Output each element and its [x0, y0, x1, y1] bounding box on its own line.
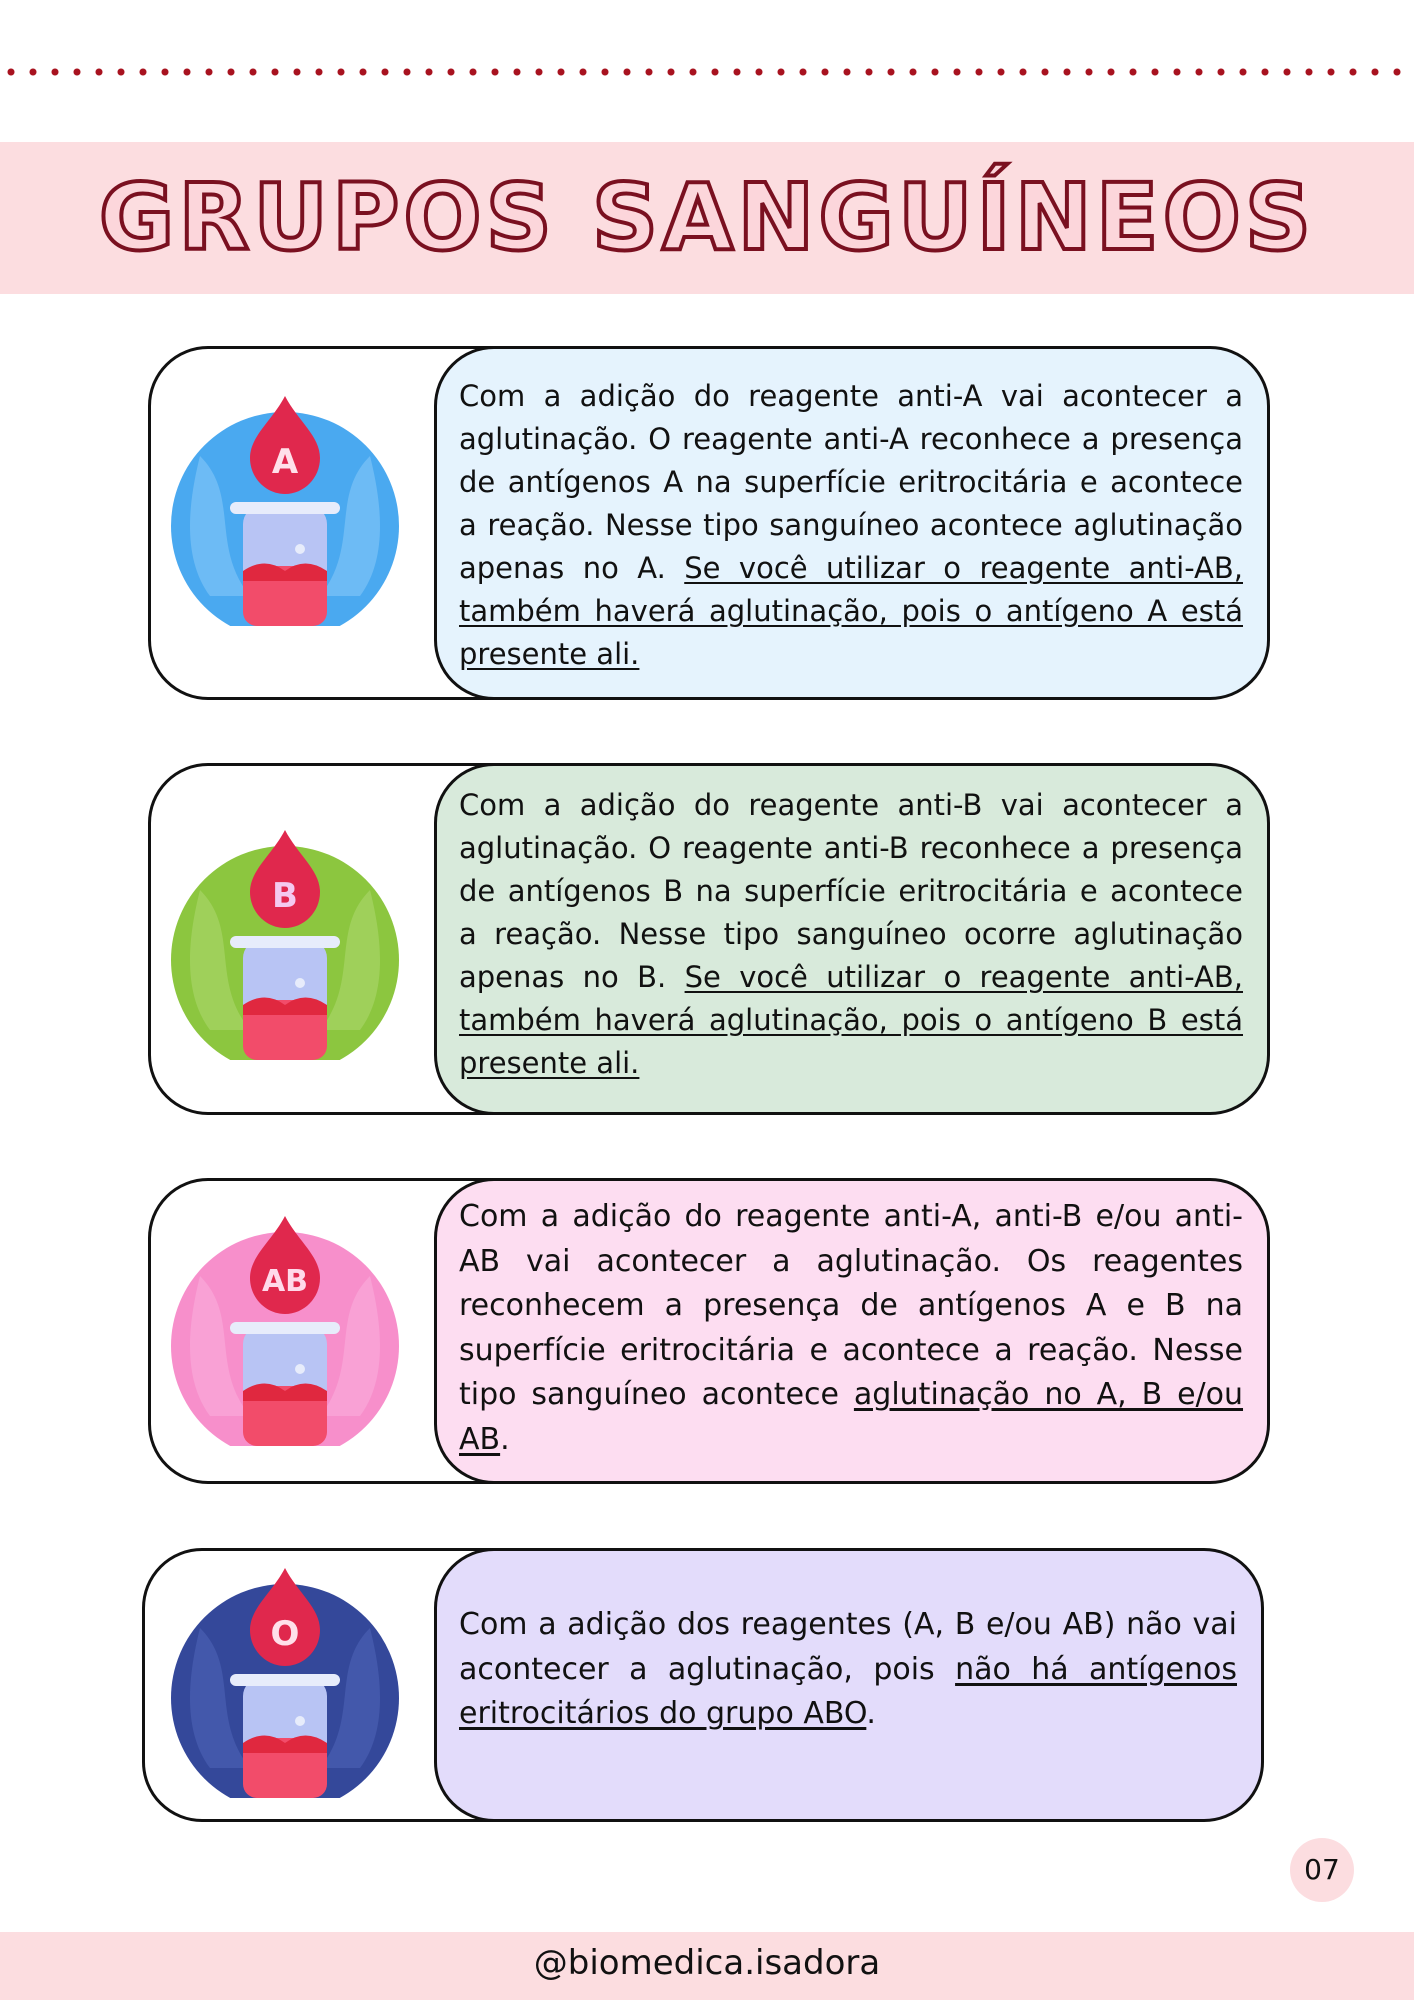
icon-label: A: [271, 442, 299, 482]
card-text-after: .: [866, 1696, 876, 1731]
card-text-underlined: Se você utilizar o reagente anti-AB, também haverá aglutinação, pois o antígeno B está presente ali.: [459, 960, 1243, 1080]
card-blood-type-b: [148, 763, 1270, 1115]
blood-test-tube-icon: [170, 830, 400, 1060]
card-text-underlined: aglutinação no A, B e/ou AB: [459, 1377, 1244, 1457]
title-band: [0, 142, 1414, 294]
footer-handle: @biomedica.isadora: [533, 1943, 881, 1983]
card-blood-type-o: [142, 1548, 1264, 1822]
card-text-box: [434, 346, 1270, 700]
card-text: [459, 375, 1243, 676]
card-text-plain: Com a adição do reagente anti-A, anti-B e/ou anti-AB vai acontecer a aglutinação. Os reagentes reconhecem a presença de antígenos A e B na superfície eritrocitária e acontece a reação. Nesse tipo sanguíneo acontece: [459, 1199, 1243, 1412]
blood-test-tube-icon: [170, 1216, 400, 1446]
card-text: [459, 1603, 1237, 1737]
card-text-box: [434, 1178, 1270, 1484]
card-blood-type-ab: [148, 1178, 1270, 1484]
card-text-plain: Com a adição dos reagentes (A, B e/ou AB) não vai acontecer a aglutinação, pois: [459, 1607, 1237, 1687]
card-text-underlined: não há antígenos eritrocitários do grupo ABO: [459, 1651, 1237, 1731]
icon-label: AB: [261, 1264, 309, 1299]
card-text: [459, 1195, 1243, 1462]
icon-label: O: [270, 1614, 300, 1654]
card-text-box: [434, 763, 1270, 1115]
dotted-divider: [0, 66, 1414, 78]
card-text: [459, 784, 1243, 1085]
card-text-plain: Com a adição do reagente anti-B vai acontecer a aglutinação. O reagente anti-B reconhece a presença de antígenos B na superfície eritrocitária e acontece a reação. Nesse tipo sanguíneo ocorre aglutinação apenas no B.: [459, 788, 1243, 994]
footer: [0, 1932, 1414, 2000]
card-text-underlined: Se você utilizar o reagente anti-AB, também haverá aglutinação, pois o antígeno A está presente ali.: [459, 551, 1243, 671]
icon-label: B: [272, 876, 298, 916]
page-number: 07: [1290, 1838, 1354, 1902]
page-title: GRUPOS SANGUÍNEOS: [98, 164, 1316, 271]
card-text-plain: Com a adição do reagente anti-A vai acontecer a aglutinação. O reagente anti-A reconhece a presença de antígenos A na superfície eritrocitária e acontece a reação. Nesse tipo sanguíneo acontece aglutinação apenas no A.: [459, 379, 1243, 585]
card-blood-type-a: [148, 346, 1270, 700]
blood-test-tube-icon: [170, 1568, 400, 1798]
blood-test-tube-icon: [170, 396, 400, 626]
card-text-box: [434, 1548, 1264, 1822]
card-text-after: .: [500, 1421, 510, 1457]
